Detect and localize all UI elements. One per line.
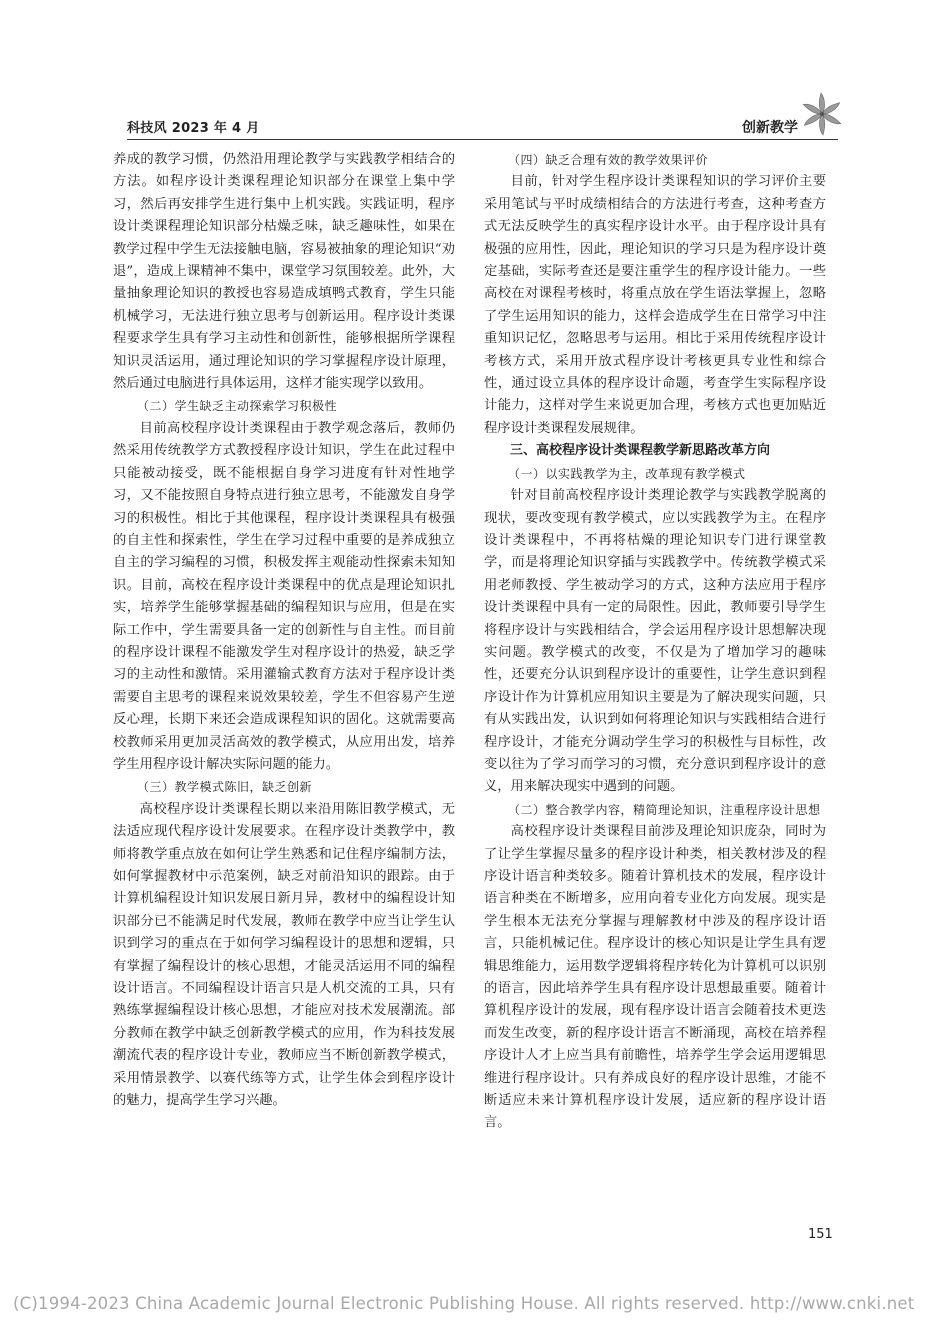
pinwheel-logo-icon [800, 92, 844, 136]
paragraph: 目前，针对学生程序设计类课程知识的学习评价主要采用笔试与平时成绩相结合的方法进行考查，这种考查方式无法反映学生的真实程序设计水平。由于程序设计具有极强的应用性，因此，理论知识的学习只是为程序设计奠定基础，实际考查还是要注重学生的程序设计能力。一些高校在对课程考核时，将重点放在学生语法掌握上，忽略了学生运用知识的能力，这样会造成学生在日常学习中注重知识记忆，忽略思考与运用。相比于采用传统程序设计考核方式，采用开放式程序设计考核更具专业性和综合性，通过设立具体的程序设计命题，考查学生实际程序设计能力，这样对学生来说更加合理，考核方式也更加贴近程序设计类课程发展规律。 [484, 174, 826, 436]
paragraph: 目前高校程序设计类课程由于教学观念落后，教师仍然采用传统教学方式教授程序设计知识，学生在此过程中只能被动接受，既不能根据自身学习进度有针对性地学习，又不能按照自身特点进行独立思考，不能激发自身学习的积极性。相比于其他课程，程序设计类课程具有极强的自主性和探索性，学生在学习过程中重要的是养成独立自主的学习编程的习惯，积极发挥主观能动性探索未知知识。目前，高校在程序设计类课程中的优点是理论知识扎实，培养学生能够掌握基础的编程知识与应用，但是在实际工作中，学生需要具备一定的创新性与自主性。而目前的程序设计课程不能激发学生对程序设计的热爱，缺乏学习的主动性和激情。采用灌输式教育方法对于程序设计类需要自主思考的课程来说效果较差，学生不但容易产生逆反心理，长期下来还会造成课程知识的固化。这就需要高校教师采用更加灵活高效的教学模式，从应用出发，培养学生用程序设计解决实际问题的能力。 [113, 420, 455, 772]
subsection-heading: （三）教学模式陈旧，缺乏创新 [137, 780, 313, 795]
paragraph: 高校程序设计类课程目前涉及理论知识庞杂，同时为了让学生掌握尽量多的程序设计种类，相关教材涉及的程序设计语言种类较多。随着计算机技术的发展，程序设计语言种类在不断增多，应用向着专业化方向发展。现实是学生根本无法充分掌握与理解教材中涉及的程序设计语言，只能机械记住。程序设计的核心知识是让学生具有逻辑思维能力，运用数学逻辑将程序转化为计算机可以识别的语言，因此培养学生具有程序设计思想最重要。随着计算机程序设计的发展，现有程序设计语言会随着技术更迭而发生改变，新的程序设计语言不断涌现，高校在培养程序设计人才上应当具有前瞻性，培养学生学会运用逻辑思维进行程序设计。只有养成良好的程序设计思维，才能不断适应未来计算机程序设计发展，适应新的程序设计语言。 [484, 824, 826, 1131]
subsection-heading: （二）学生缺乏主动探索学习积极性 [137, 399, 338, 414]
page-number: 151 [808, 1227, 833, 1242]
subsection-heading: （一）以实践教学为主，改革现有教学模式 [508, 466, 746, 481]
subsection-heading: （四）缺乏合理有效的教学效果评价 [508, 153, 709, 167]
right-column [484, 149, 826, 1135]
copyright-watermark: (C)1994-2023 China Academic Journal Electronic Publishing House. All rights reserved. http://www.cnki.net [13, 1294, 915, 1313]
journal-header: 科技风 2023 年 4 月 [127, 121, 260, 136]
section-heading: 三、高校程序设计类课程教学新思路改革方向 [510, 443, 771, 459]
left-column [113, 149, 455, 1112]
header-rule [127, 139, 838, 140]
section-header: 创新教学 [742, 120, 798, 136]
paragraph: 养成的教学习惯，仍然沿用理论教学与实践教学相结合的方法。如程序设计类课程理论知识部分在课堂上集中学习，然后再安排学生进行集中上机实践。实践证明，程序设计类课程理论知识部分枯燥乏味，缺乏趣味性，如果在教学过程中学生无法接触电脑，容易被抽象的理论知识“劝退”，造成上课精神不集中，课堂学习氛围较差。此外，大量抽象理论知识的教授也容易造成填鸭式教育，学生只能机械学习，无法进行独立思考与创新运用。程序设计类课程要求学生具有学习主动性和创新性，能够根据所学课程知识灵活运用，通过理论知识的学习掌握程序设计原理，然后通过电脑进行具体运用，这样才能实现学以致用。 [113, 152, 455, 392]
paragraph: 针对目前高校程序设计类理论教学与实践教学脱离的现状，要改变现有教学模式，应以实践教学为主。在程序设计类课程中，不再将枯燥的理论知识专门进行课堂教学，而是将理论知识穿插与实践教学中。传统教学模式采用老师教授、学生被动学习的方式，这种方法应用于程序设计类课程中具有一定的局限性。因此，教师要引导学生将程序设计与实践相结合，学会运用程序设计思想解决现实问题。教学模式的改变，不仅是为了增加学习的趣味性，还要充分认识到程序设计的重要性，让学生意识到程序设计作为计算机应用知识主要是为了解决现实问题，只有从实践出发，认识到如何将理论知识与实践相结合进行程序设计，才能充分调动学生学习的积极性与目标性，改变以往为了学习而学习的习惯，充分意识到程序设计的意义，用来解决现实中遇到的问题。 [484, 488, 826, 795]
paragraph: 高校程序设计类课程长期以来沿用陈旧教学模式，无法适应现代程序设计发展要求。在程序设计类教学中，教师将教学重点放在如何让学生熟悉和记住程序编制方法，如何掌握教材中示范案例，缺乏对前沿知识的跟踪。由于计算机编程设计知识发展日新月异，教材中的编程设计知识部分已不能满足时代发展，教师在教学中应当让学生认识到学习的重点在于如何学习编程设计的思想和逻辑，只有掌握了编程设计的核心思想，才能灵活运用不同的编程设计语言。不同编程设计语言只是人机交流的工具，只有熟练掌握编程设计核心思想，才能应对技术发展潮流。部分教师在教学中缺乏创新教学模式的应用，作为科技发展潮流代表的程序设计专业，教师应当不断创新教学模式，采用情景教学、以赛代练等方式，让学生体会到程序设计的魅力，提高学生学习兴趣。 [113, 801, 455, 1109]
subsection-heading: （二）整合教学内容，精简理论知识，注重程序设计思想 [508, 802, 821, 817]
